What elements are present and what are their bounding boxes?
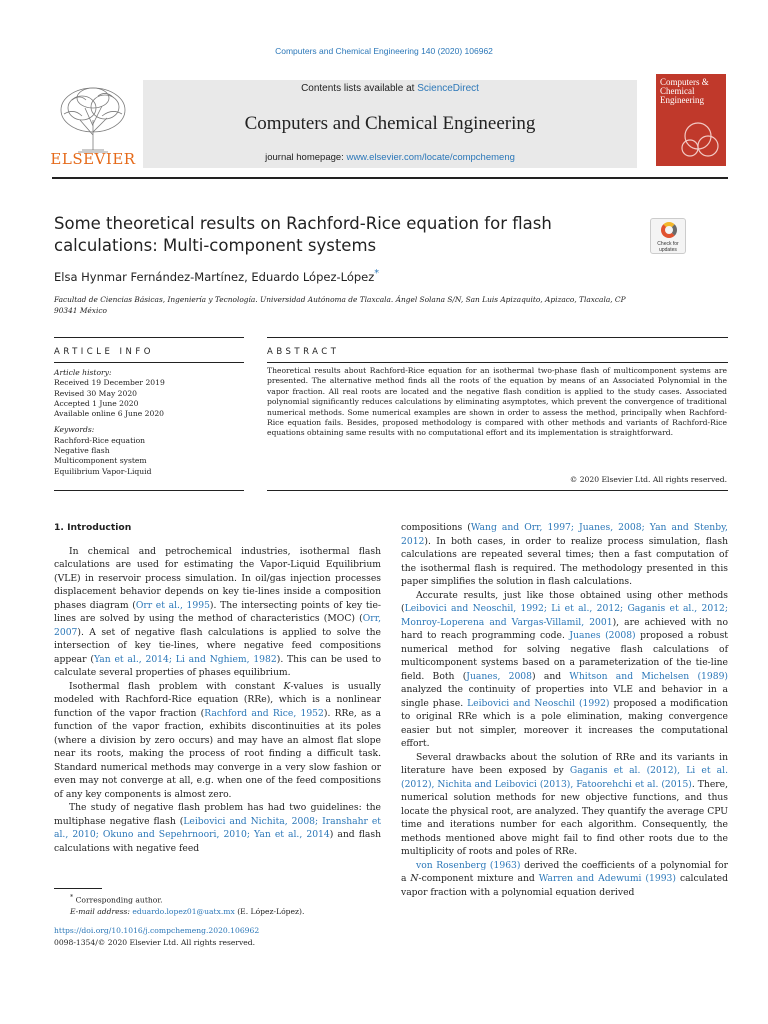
journal-cover-thumbnail[interactable] [656, 74, 726, 166]
keyword-item: Rachford-Rice equation [54, 435, 146, 445]
text: ). A set of negative flash calculations is applied to solve the intersection of key tie-lines, where negative feed compositions appear ( [54, 626, 381, 665]
abstract-bottom-rule [267, 490, 728, 491]
history-label: Article history: [54, 368, 112, 377]
text: proposed a modification to original RRe which is a pole elimination, making convergence easier but not simpler, moreover it increases the computational effort. [401, 697, 728, 749]
citation-link[interactable]: Leibovici and Neoschil, 1992; Li et al., 2012; Gaganis et al., 2012; Monroy-Loperena and Vargas-Villamil, 2001 [401, 603, 728, 628]
citation-link[interactable]: Gaganis et al. (2012), Li et al. (2012), Nichita and Leibovici (2013), Fatoorehchi et al. (2015) [401, 765, 728, 790]
contents-prefix: Contents lists available at [301, 83, 418, 94]
text: ), are achieved with no hard to reach programming code. [401, 616, 728, 641]
contents-line [143, 83, 637, 94]
footnote [54, 892, 384, 918]
paragraph [54, 545, 381, 680]
paper-title: Some theoretical results on Rachford-Rice equation for flash calculations: Multi-component systems [54, 214, 552, 255]
keyword-item: Negative flash [54, 446, 110, 456]
text: Isothermal flash problem with constant [69, 680, 284, 692]
abstract-text: Theoretical results about Rachford-Rice equation for an isothermal two-phase flash of multicomponent systems are presented. The alternative method finds all the roots of the equation by means of an Associated Polynomial in the vapor fraction. All real roots are located and the negative flash condition is applied to the study cases. Associated polynomial significantly reduces calculations by eliminating asymptotes, which prevent the convergence of traditional numerical methods. Some numerical examples are shown in order to assess the method, principally when Rachford-Rice equation fails. Besides, proposed methodology is compared with other methods and variants of Rachford-Rice equations obtaining same results with no computational effort and its implementation is straightforward. [267, 366, 727, 438]
text: analyzed the continuity of properties into VLE and behavior in a single phase. [401, 684, 728, 709]
elsevier-wordmark: ELSEVIER [50, 150, 136, 168]
abstract-rule-2 [267, 362, 728, 363]
email-suffix: (E. López-López). [234, 907, 305, 917]
author-list [54, 268, 654, 284]
history-accepted: Accepted 1 June 2020 [54, 398, 139, 408]
citation-link[interactable]: Juanes, 2008 [466, 670, 533, 682]
journal-title: Computers and Chemical Engineering [244, 113, 536, 134]
email-note [54, 906, 384, 918]
paragraph [401, 521, 728, 589]
history-received: Received 19 December 2019 [54, 378, 165, 388]
abstract-heading: ABSTRACT [267, 347, 340, 357]
text: The study of negative flash problem has had two guidelines: the multiphase negative flash ( [54, 802, 381, 827]
article-info-rule [54, 337, 244, 338]
section-heading-introduction: 1. Introduction [54, 522, 132, 533]
citation-link[interactable]: Orr, 2007 [54, 613, 381, 638]
check-for-updates-badge[interactable] [650, 218, 686, 254]
history-revised: Revised 30 May 2020 [54, 388, 138, 398]
keywords-label: Keywords: [54, 425, 95, 435]
history-online: Available online 6 June 2020 [54, 409, 164, 419]
citation-link[interactable]: von Rosenberg (1963) [416, 859, 521, 871]
article-info-bottom-rule [54, 490, 244, 491]
footnote-mark: * [70, 894, 74, 901]
authors-text: Elsa Hynmar Fernández-Martínez, Eduardo López-López [54, 269, 375, 284]
keyword-item: Equilibrium Vapor-Liquid [54, 466, 152, 476]
text: ) and flash calculations with negative feed [54, 829, 381, 854]
corresponding-note [54, 892, 384, 906]
text: proposed a robust numerical method for solving negative flash calculations of multicomponent systems based on a parameterization of the tie-line field. Both ( [401, 630, 728, 682]
corresponding-author-mark[interactable]: * [374, 268, 380, 279]
text: ). RRe, as a function of the vapor fraction, exhibits discontinuities at its poles (where a division by zero occurs) and may have an almost flat slope near its roots, making the process of root finding a difficult task. Standard numerical methods may converge in a very slow fashion or even may not converge at all, e.g. when one of the feed compositions of any key components is almost zero. [54, 707, 381, 800]
math-symbol: K [283, 680, 291, 692]
email-link[interactable]: eduardo.lopez01@uatx.mx [132, 907, 235, 917]
paragraph [54, 801, 381, 855]
affiliation: Facultad de Ciencias Básicas, Ingeniería y Tecnología. Universidad Autónoma de Tlaxcala. Ángel Solana S/N, San Luis Apizaquito, Apizaco, Tlaxcala, CP 90341 México [54, 295, 626, 315]
journal-masthead [143, 80, 637, 168]
doi-link[interactable]: https://doi.org/10.1016/j.compchemeng.2020.106962 [54, 926, 260, 935]
text: ). This can be used to calculate several properties of phases equilibrium. [54, 653, 381, 678]
homepage-line [143, 152, 637, 163]
citation-link[interactable]: Leibovici and Neoschil (1992) [467, 697, 610, 709]
check-updates-label: Check for updates [657, 241, 679, 253]
body-column-left [54, 521, 381, 855]
paragraph [401, 589, 728, 751]
text: Accurate results, just like those obtained using other methods ( [401, 589, 728, 614]
paragraph [401, 751, 728, 859]
homepage-prefix: journal homepage: [265, 152, 347, 163]
text: ) and [532, 670, 570, 682]
journal-reference[interactable]: Computers and Chemical Engineering 140 (2020) 106962 [275, 46, 493, 56]
sciencedirect-link[interactable]: ScienceDirect [417, 83, 479, 94]
math-symbol: N [410, 873, 419, 884]
article-info-rule-2 [54, 362, 244, 363]
text: compositions ( [401, 522, 471, 533]
cover-graphic [656, 74, 726, 166]
abstract-rule [267, 337, 728, 338]
citation-link[interactable]: Leibovici and Nichita, 2008; Iranshahr et al., 2010; Okuno and Sepehrnoori, 2010; Yan et al., 2014 [54, 815, 381, 840]
article-info-heading: ARTICLE INFO [54, 347, 154, 357]
citation-link[interactable]: Yan et al., 2014; Li and Nghiem, 1982 [93, 653, 277, 665]
text: ). In both cases, in order to realize process simulation, flash calculations are repeated several times; then a fast computation of the isothermal flash is required. The methodology presented in this paper simplifies the solution in flash calculations. [401, 535, 728, 587]
text: -component mixture and [418, 873, 539, 884]
keyword-item: Multicomponent system [54, 456, 147, 466]
citation-link[interactable]: Wang and Orr, 1997; Juanes, 2008; Yan and Stenby, 2012 [401, 522, 728, 547]
text: ). The intersecting points of key tie-lines are solved by using the method of characteristics (MOC) ( [54, 599, 381, 624]
header-rule [52, 177, 728, 179]
text: . There, numerical solution methods for new objective functions, and thus locate the physical root, are analyzed. They quantify the average CPU time and iterations number for each algorithm. Consequently, the methods mentioned above might fail to find other roots due to the multiplicity of roots and poles of RRe. [401, 778, 729, 857]
footnote-rule [54, 888, 102, 889]
abstract-copyright: © 2020 Elsevier Ltd. All rights reserved. [569, 475, 727, 484]
cover-title: Computers & Chemical Engineering [660, 77, 709, 105]
article-info [54, 368, 244, 477]
journal-homepage-link[interactable]: www.elsevier.com/locate/compchemeng [346, 152, 515, 163]
issn-line: 0098-1354/© 2020 Elsevier Ltd. All rights reserved. [54, 937, 256, 947]
paragraph [401, 859, 728, 900]
citation-link[interactable]: Rachford and Rice, 1952 [204, 707, 324, 719]
text: Several drawbacks about the solution of RRe and its variants in literature have been exposed by [401, 751, 728, 776]
citation-link[interactable]: Orr et al., 1995 [135, 599, 210, 611]
paragraph [54, 680, 381, 802]
email-label: E-mail address: [70, 907, 133, 917]
corresponding-label: Corresponding author. [75, 895, 163, 905]
text: -values is usually modeled with Rachford-Rice equation (RRe), which is a nonlinear function of the vapor fraction ( [54, 680, 381, 719]
text: In chemical and petrochemical industries, isothermal flash calculations are used for estimating the Vapor-Liquid Equilibrium (VLE) in reservoir process simulation. In oil/gas injection processes displacement behavior depends on key tie-lines inside a composition phases diagram ( [54, 545, 381, 611]
text: calculated vapor fraction with a polynomial equation derived [401, 873, 728, 898]
body-column-right [401, 521, 728, 899]
citation-link[interactable]: Juanes (2008) [569, 630, 636, 641]
text: derived the coefficients of a polynomial for a [401, 859, 728, 884]
citation-link[interactable]: Warren and Adewumi (1993) [538, 873, 676, 884]
check-updates-icon [661, 222, 677, 238]
doi-block [54, 925, 384, 948]
citation-link[interactable]: Whitson and Michelsen (1989) [569, 670, 728, 682]
